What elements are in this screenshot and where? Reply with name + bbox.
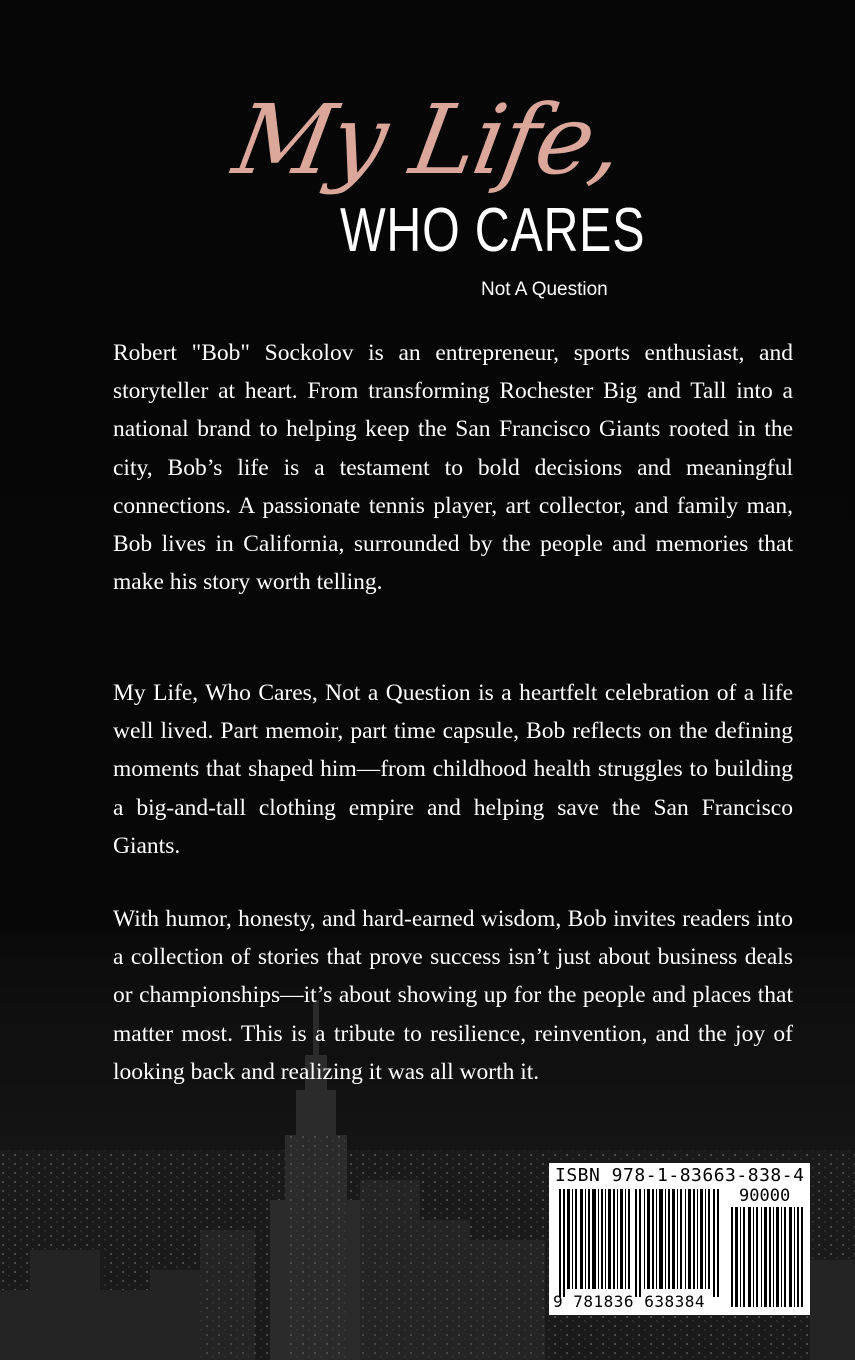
book-summary-paragraph: With humor, honesty, and hard-earned wisdom, Bob invites readers into a collection of stories that prove success isn’t just about business deals or championships—it’s about showing up for the people and places that matter most. This is a tribute to resilience, reinvention, and the joy of looking back and realizing it was all worth it.	[113, 906, 793, 1085]
title-main: WHO CARES	[340, 196, 646, 265]
subtitle: Not A Question	[481, 279, 608, 300]
barcode-bars	[559, 1189, 719, 1297]
barcode-addon-bars	[731, 1207, 803, 1307]
title-script: My Life,	[226, 84, 631, 196]
price-code: 90000	[739, 1186, 791, 1206]
isbn-label: ISBN 978-1-83663-838-4	[555, 1165, 805, 1186]
isbn-barcode	[549, 1163, 810, 1315]
isbn-digits: 9 781836 638384	[553, 1292, 705, 1311]
book-description-paragraph: My Life, Who Cares, Not a Question is a heartfelt celebration of a life well lived. Part memoir, part time capsule, Bob reflects on the defining moments that shaped him—from childhood health struggles to building a big-and-tall clothing empire and helping save the San Francisco Giants.	[113, 680, 793, 859]
author-bio-paragraph: Robert "Bob" Sockolov is an entrepreneur, sports enthusiast, and storyteller at heart. From transforming Rochester Big and Tall into a national brand to helping keep the San Francisco Giants rooted in the city, Bob’s life is a testament to bold decisions and meaningful connections. A passionate tennis player, art collector, and family man, Bob lives in California, surrounded by the people and memories that make his story worth telling.	[113, 340, 793, 596]
